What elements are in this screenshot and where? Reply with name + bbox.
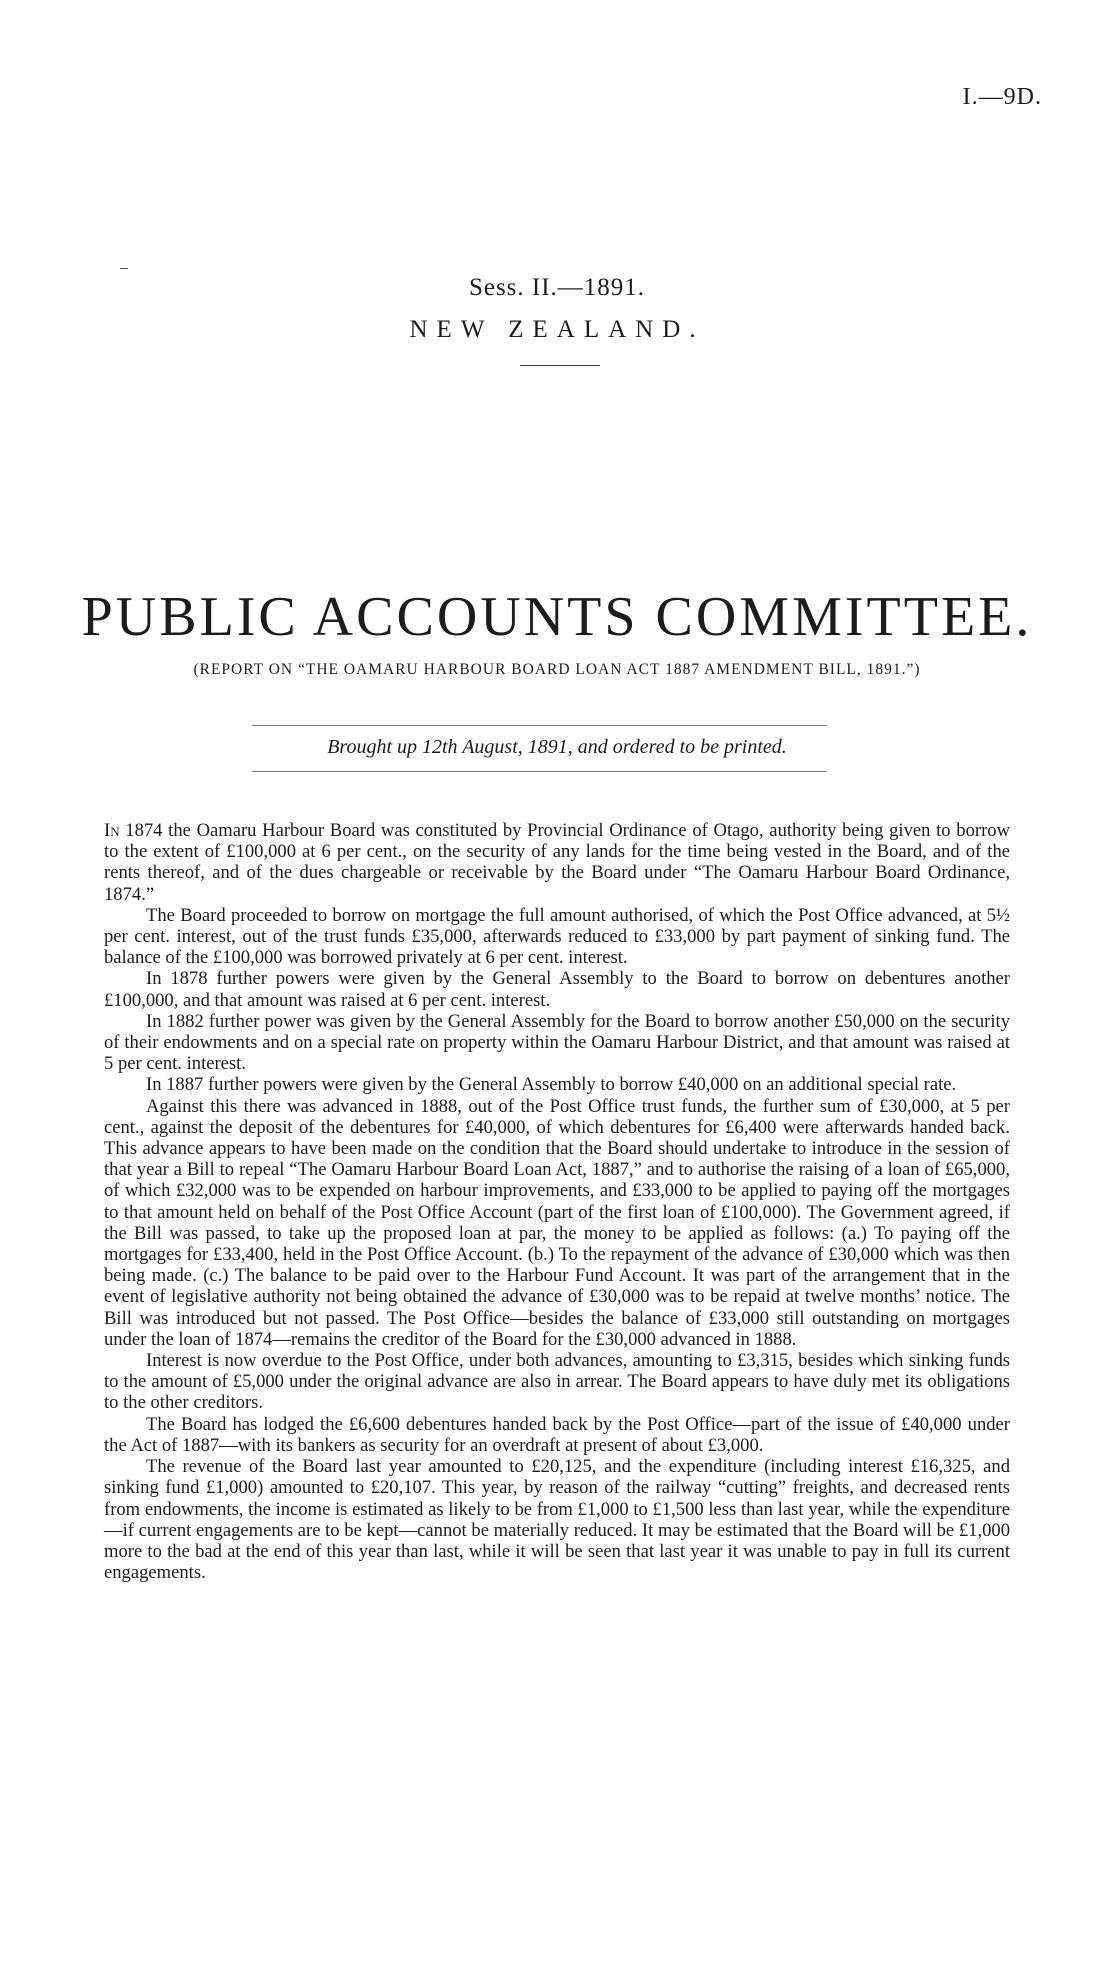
page-reference: I.—9D. (962, 84, 1042, 110)
divider-bottom (252, 771, 827, 772)
brought-up-note: Brought up 12th August, 1891, and ordered to be printed. (327, 736, 787, 758)
paragraph-5: In 1887 further powers were given by the General Assembly to borrow £40,000 on an additional special rate. (146, 1074, 957, 1096)
paragraph-1 (104, 820, 1010, 905)
paragraph-7: Interest is now overdue to the Post Office, under both advances, amounting to £3,315, besides which sinking funds to the amount of £5,000 under the original advance are also in arrear. The Board appears to have duly met its obligations to the other creditors. (104, 1350, 1010, 1414)
header-divider (520, 365, 600, 366)
stray-mark (120, 268, 128, 269)
paragraph-3: In 1878 further powers were given by the General Assembly to the Board to borrow on debentures another £100,000, and that amount was raised at 6 per cent. interest. (104, 968, 1010, 1011)
paragraph-2: The Board proceeded to borrow on mortgage the full amount authorised, of which the Post Office advanced, at 5½ per cent. interest, out of the trust funds £35,000, afterwards reduced to £33,000 by part payment of sinking fund. The balance of the £100,000 was borrowed privately at 6 per cent. interest. (104, 904, 1010, 969)
divider-top (252, 725, 827, 726)
opening-word: In (104, 820, 120, 841)
document-subtitle: (REPORT ON “THE OAMARU HARBOUR BOARD LOAN ACT 1887 AMENDMENT BILL, 1891.”) (193, 661, 921, 678)
paragraph-4: In 1882 further power was given by the General Assembly for the Board to borrow another £50,000 on the security of their endowments and on a special rate on property within the Oamaru Harbour District, and that amount was raised at 5 per cent. interest. (104, 1010, 1010, 1075)
session-line: Sess. II.—1891. (468, 274, 646, 301)
paragraph-9: The revenue of the Board last year amounted to £20,125, and the expenditure (including interest £16,325, and sinking fund £1,000) amounted to £20,107. This year, by reason of the railway “cutting” freights, and decreased rents from endowments, the income is estimated as likely to be from £1,000 to £1,500 less than last year, while the expenditure—if current engagements are to be kept—cannot be materially reduced. It may be estimated that the Board will be £1,000 more to the bad at the end of this year than last, while it will be seen that last year it was unable to pay in full its current engagements. (104, 1456, 1010, 1584)
paragraph-1-text: 1874 the Oamaru Harbour Board was constituted by Provincial Ordinance of Otago, authority being given to borrow to the extent of £100,000 at 6 per cent., on the security of any lands for the time being vested in the Board, and of the rents thereof, and of the dues chargeable or receivable by the Board under “The Oamaru Harbour Board Ordinance, 1874.” (104, 820, 1010, 905)
paragraph-8: The Board has lodged the £6,600 debentures handed back by the Post Office—part of the issue of £40,000 under the Act of 1887—with its bankers as security for an overdraft at present of about £3,000. (104, 1413, 1010, 1456)
report-body (104, 820, 1010, 1583)
country-line: NEW ZEALAND. (409, 316, 705, 343)
paragraph-6: Against this there was advanced in 1888, out of the Post Office trust funds, the further sum of £30,000, at 5 per cent., against the deposit of the debentures for £40,000, of which debentures for £6,400 were afterwards handed back. This advance appears to have been made on the condition that the Board should undertake to introduce in the session of that year a Bill to repeal “The Oamaru Harbour Board Loan Act, 1887,” and to authorise the raising of a loan of £65,000, of which £32,000 was to be expended on harbour improvements, and £33,000 to be applied to paying off the mortgages to that amount held on behalf of the Post Office Account (part of the first loan of £100,000). The Government agreed, if the Bill was passed, to take up the proposed loan at par, the money to be applied as follows: (a.) To paying off the mortgages for £33,400, held in the Post Office Account. (b.) To the repayment of the advance of £30,000 which was then being made. (c.) The balance to be paid over to the Harbour Fund Account. It was part of the arrangement that in the event of legislative authority not being obtained the advance of £30,000 was to be repaid at twelve months’ notice. The Bill was introduced but not passed. The Post Office—besides the balance of £33,000 still outstanding on mortgages under the loan of 1874—remains the creditor of the Board for the £30,000 advanced in 1888. (104, 1095, 1010, 1350)
document-title: PUBLIC ACCOUNTS COMMITTEE. (81, 586, 1033, 648)
